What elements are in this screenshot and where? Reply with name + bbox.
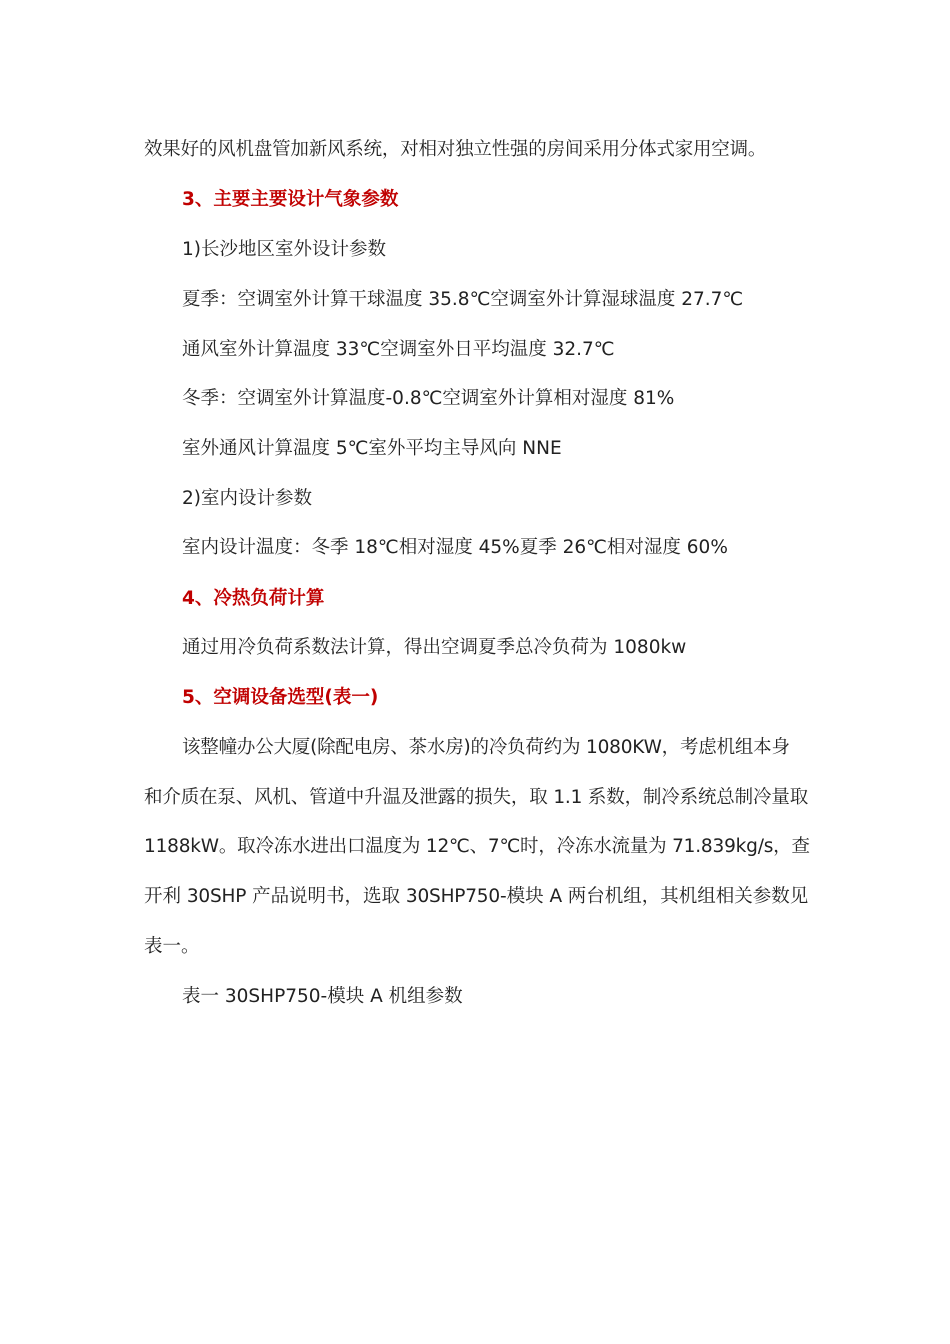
paragraph-line: 室内设计温度：冬季 18℃相对湿度 45%夏季 26℃相对湿度 60%: [182, 537, 728, 558]
paragraph-line: 开利 30SHP 产品说明书，选取 30SHP750-模块 A 两台机组，其机组相关参数见: [144, 886, 808, 907]
paragraph-line: 通过用冷负荷系数法计算，得出空调夏季总冷负荷为 1080kw: [182, 637, 687, 658]
section-heading-3: 3、主要主要设计气象参数: [182, 189, 399, 210]
paragraph-line: 和介质在泵、风机、管道中升温及泄露的损失，取 1.1 系数，制冷系统总制冷量取: [144, 787, 808, 808]
section-heading-5: 5、空调设备选型(表一): [182, 687, 379, 708]
subsection-heading: 2)室内设计参数: [182, 488, 312, 509]
paragraph-line: 表一。: [144, 936, 200, 957]
paragraph-line: 通风室外计算温度 33℃空调室外日平均温度 32.7℃: [182, 339, 615, 360]
paragraph-line: 室外通风计算温度 5℃室外平均主导风向 NNE: [182, 438, 562, 459]
section-heading-4: 4、冷热负荷计算: [182, 588, 325, 609]
paragraph-line: 夏季：空调室外计算干球温度 35.8℃空调室外计算湿球温度 27.7℃: [182, 289, 744, 310]
paragraph-line: 该整幢办公大厦(除配电房、茶水房)的冷负荷约为 1080KW，考虑机组本身: [182, 737, 790, 758]
table-caption: 表一 30SHP750-模块 A 机组参数: [182, 986, 463, 1007]
paragraph-line: 冬季：空调室外计算温度-0.8℃空调室外计算相对湿度 81%: [182, 388, 675, 409]
subsection-heading: 1)长沙地区室外设计参数: [182, 239, 386, 260]
paragraph-line: 1188kW。取冷冻水进出口温度为 12℃、7℃时，冷冻水流量为 71.839kg/s，查: [144, 836, 810, 857]
paragraph-line: 效果好的风机盘管加新风系统，对相对独立性强的房间采用分体式家用空调。: [144, 139, 767, 160]
